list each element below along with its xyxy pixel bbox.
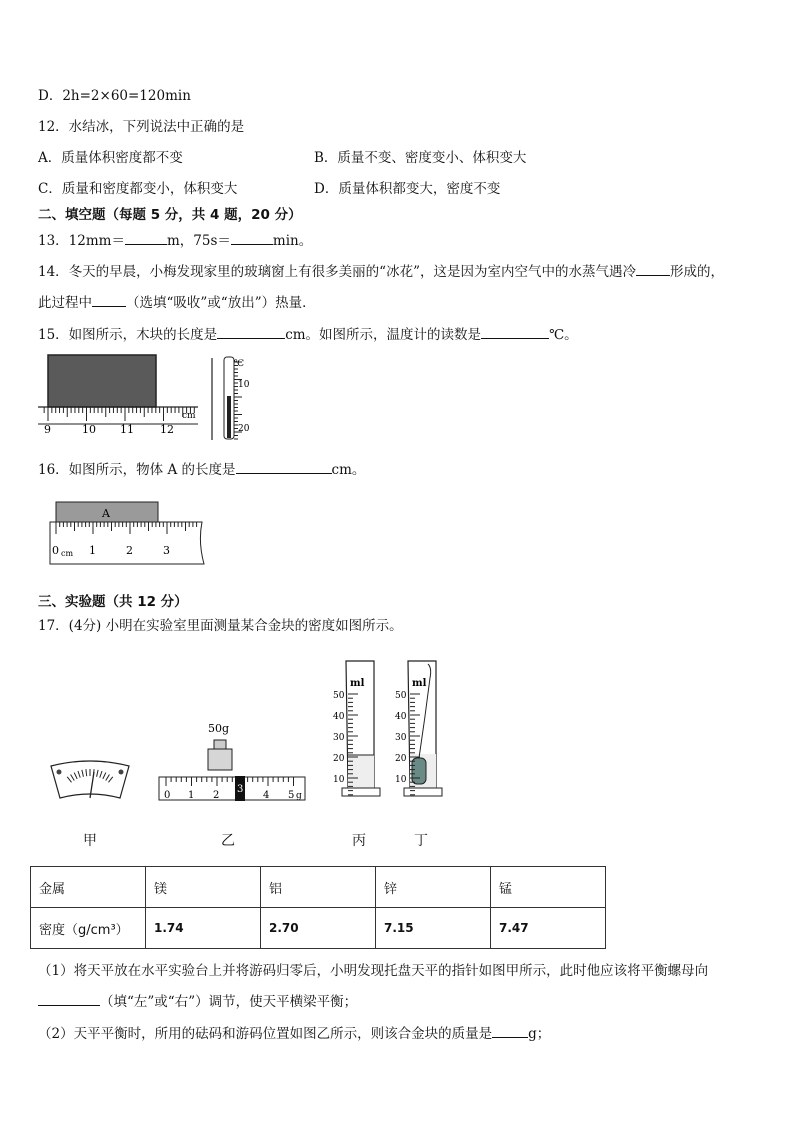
q13-text-3: min。 bbox=[272, 233, 313, 249]
cylinder-1-label-30: 30 bbox=[333, 733, 345, 743]
cylinder-2-label-40: 40 bbox=[395, 712, 407, 722]
q14-blank-1[interactable] bbox=[636, 263, 670, 276]
dial-outline bbox=[51, 761, 129, 798]
cylinder-1-base bbox=[342, 788, 380, 796]
q16-label-3: 3 bbox=[163, 544, 170, 557]
q12-option-d: D．质量体积都变大，密度不变 bbox=[314, 181, 501, 197]
q13 bbox=[38, 229, 312, 249]
table-cell: 7.47 bbox=[491, 908, 606, 949]
q16-text-1: 16．如图所示，物体 A 的长度是 bbox=[38, 462, 236, 478]
q14-line-1 bbox=[38, 260, 724, 280]
wood-block bbox=[48, 355, 156, 407]
balance-dial-figure bbox=[48, 758, 132, 804]
table-cell: 1.74 bbox=[146, 908, 261, 949]
q16-label-1: 1 bbox=[89, 544, 96, 557]
figure-label-jia: 甲 bbox=[83, 833, 97, 849]
alloy-block bbox=[412, 758, 426, 784]
q17-sub-1-line-2 bbox=[38, 990, 357, 1010]
cylinder-2-label-10: 10 bbox=[395, 775, 407, 785]
cylinder-1-water bbox=[348, 755, 374, 788]
q15-text-1: 15．如图所示，木块的长度是 bbox=[38, 327, 218, 343]
ruler-label-11: 11 bbox=[120, 423, 134, 436]
cylinder-2-label-30: 30 bbox=[395, 733, 407, 743]
q14-line-2 bbox=[38, 291, 316, 311]
table-cell: 2.70 bbox=[261, 908, 376, 949]
beam-label-1: 1 bbox=[188, 790, 195, 801]
section-3-heading: 三、实验题（共 12 分） bbox=[38, 594, 188, 610]
q17-sub-1-line-1: （1）将天平放在水平实验台上并将游码归零后，小明发现托盘天平的指针如图甲所示，此时他应该将平衡螺母向 bbox=[38, 963, 709, 979]
beam-label-3: 3 bbox=[237, 784, 244, 795]
q17-sub-2 bbox=[38, 1022, 550, 1042]
beam-label-5: 5 bbox=[288, 790, 295, 801]
dial-screw-right bbox=[119, 770, 124, 775]
cylinder-block-figure bbox=[392, 658, 444, 810]
q17-sub-2-text-1: （2）天平平衡时，所用的砝码和游码位置如图乙所示，则该合金块的质量是 bbox=[38, 1026, 493, 1042]
q13-blank-1[interactable] bbox=[125, 232, 167, 245]
weight-knob bbox=[214, 740, 226, 749]
figure-label-yi: 乙 bbox=[221, 833, 235, 849]
table-header-cell: 铝 bbox=[261, 867, 376, 908]
q13-text-2: m，75s＝ bbox=[166, 233, 231, 249]
thermo-label-10: 10 bbox=[238, 380, 250, 390]
cylinder-water-figure bbox=[330, 658, 382, 810]
q12-stem: 12．水结冰，下列说法中正确的是 bbox=[38, 119, 245, 135]
q12-option-a: A．质量体积密度都不变 bbox=[38, 150, 183, 166]
beam-label-2: 2 bbox=[213, 790, 220, 801]
q15-blank-2[interactable] bbox=[481, 326, 549, 339]
q17-sub-1-text: （填“左”或“右”）调节，使天平横梁平衡； bbox=[100, 994, 358, 1010]
q12-option-b: B．质量不变、密度变小、体积变大 bbox=[314, 150, 527, 166]
table-cell: 7.15 bbox=[376, 908, 491, 949]
cylinder-1-label-10: 10 bbox=[333, 775, 345, 785]
table-header-cell: 锰 bbox=[491, 867, 606, 908]
density-table bbox=[30, 866, 606, 949]
q16 bbox=[38, 458, 365, 478]
q17-blank-1[interactable] bbox=[38, 993, 100, 1006]
section-2-heading: 二、填空题（每题 5 分，共 4 题，20 分） bbox=[38, 207, 302, 223]
q16-label-2: 2 bbox=[126, 544, 133, 557]
cylinder-1-unit: ml bbox=[350, 678, 365, 689]
q14-text-2: 形成的， bbox=[669, 264, 724, 280]
q12-option-c: C．质量和密度都变小，体积变大 bbox=[38, 181, 238, 197]
q14-text-3: 此过程中 bbox=[38, 295, 92, 311]
table-row bbox=[31, 908, 606, 949]
ruler-label-9: 9 bbox=[44, 423, 51, 436]
beam-label-4: 4 bbox=[263, 790, 270, 801]
q15-thermometer-figure bbox=[208, 354, 258, 444]
q16-label-0: 0 bbox=[52, 544, 59, 557]
q14-text-4: （选填“吸收”或“放出”）热量． bbox=[126, 295, 316, 311]
q15-ruler-figure bbox=[36, 352, 206, 436]
q15-text-3: ℃。 bbox=[549, 327, 578, 343]
ruler-unit: cm bbox=[182, 411, 196, 421]
q16-ruler-body bbox=[50, 522, 204, 564]
cylinder-1-label-50: 50 bbox=[333, 691, 345, 701]
weight-50g bbox=[208, 749, 232, 770]
cylinder-1-label-20: 20 bbox=[333, 754, 345, 764]
q16-blank[interactable] bbox=[236, 461, 332, 474]
thermo-unit: ℃ bbox=[234, 359, 245, 369]
q13-text-1: 13．12mm＝ bbox=[38, 233, 125, 249]
thermo-label-20: 20 bbox=[238, 424, 250, 434]
thermo-liquid bbox=[227, 396, 231, 438]
q17-blank-2[interactable] bbox=[492, 1025, 528, 1038]
q16-text-2: cm。 bbox=[331, 462, 366, 478]
q17-stem: 17．(4分) 小明在实验室里面测量某合金块的密度如图所示。 bbox=[38, 618, 403, 634]
q16-ruler-unit: cm bbox=[61, 549, 74, 558]
table-header-row bbox=[31, 867, 606, 908]
q16-ruler-figure bbox=[46, 496, 210, 570]
figure-label-bing: 丙 bbox=[352, 833, 366, 849]
weight-label: 50g bbox=[208, 722, 230, 735]
q17-sub-2-text-2: g； bbox=[528, 1026, 551, 1042]
dial-screw-left bbox=[57, 770, 62, 775]
q13-blank-2[interactable] bbox=[231, 232, 273, 245]
table-cell: 密度（g/cm³） bbox=[31, 908, 146, 949]
table-header-cell: 金属 bbox=[31, 867, 146, 908]
table-header-cell: 锌 bbox=[376, 867, 491, 908]
beam-label-0: 0 bbox=[164, 790, 171, 801]
ruler-ticks bbox=[44, 407, 194, 421]
q15 bbox=[38, 323, 578, 343]
cylinder-2-base bbox=[404, 788, 442, 796]
q15-blank-1[interactable] bbox=[217, 326, 285, 339]
object-a-label: A bbox=[102, 507, 110, 520]
beam-scale-figure bbox=[156, 718, 308, 806]
figure-label-ding: 丁 bbox=[414, 833, 428, 849]
cylinder-1-label-40: 40 bbox=[333, 712, 345, 722]
q14-blank-2[interactable] bbox=[92, 294, 126, 307]
q11-option-d: D．2h=2×60=120min bbox=[38, 88, 191, 104]
q14-text-1: 14．冬天的早晨，小梅发现家里的玻璃窗上有很多美丽的“冰花”，这是因为室内空气中的水蒸气遇冷 bbox=[38, 264, 636, 280]
cylinder-2-unit: ml bbox=[412, 678, 427, 689]
cylinder-2-label-20: 20 bbox=[395, 754, 407, 764]
cylinder-2-label-50: 50 bbox=[395, 691, 407, 701]
ruler-label-12: 12 bbox=[160, 423, 174, 436]
beam-unit: g bbox=[296, 791, 302, 801]
ruler-label-10: 10 bbox=[82, 423, 96, 436]
table-header-cell: 镁 bbox=[146, 867, 261, 908]
q15-text-2: cm。如图所示，温度计的读数是 bbox=[285, 327, 482, 343]
